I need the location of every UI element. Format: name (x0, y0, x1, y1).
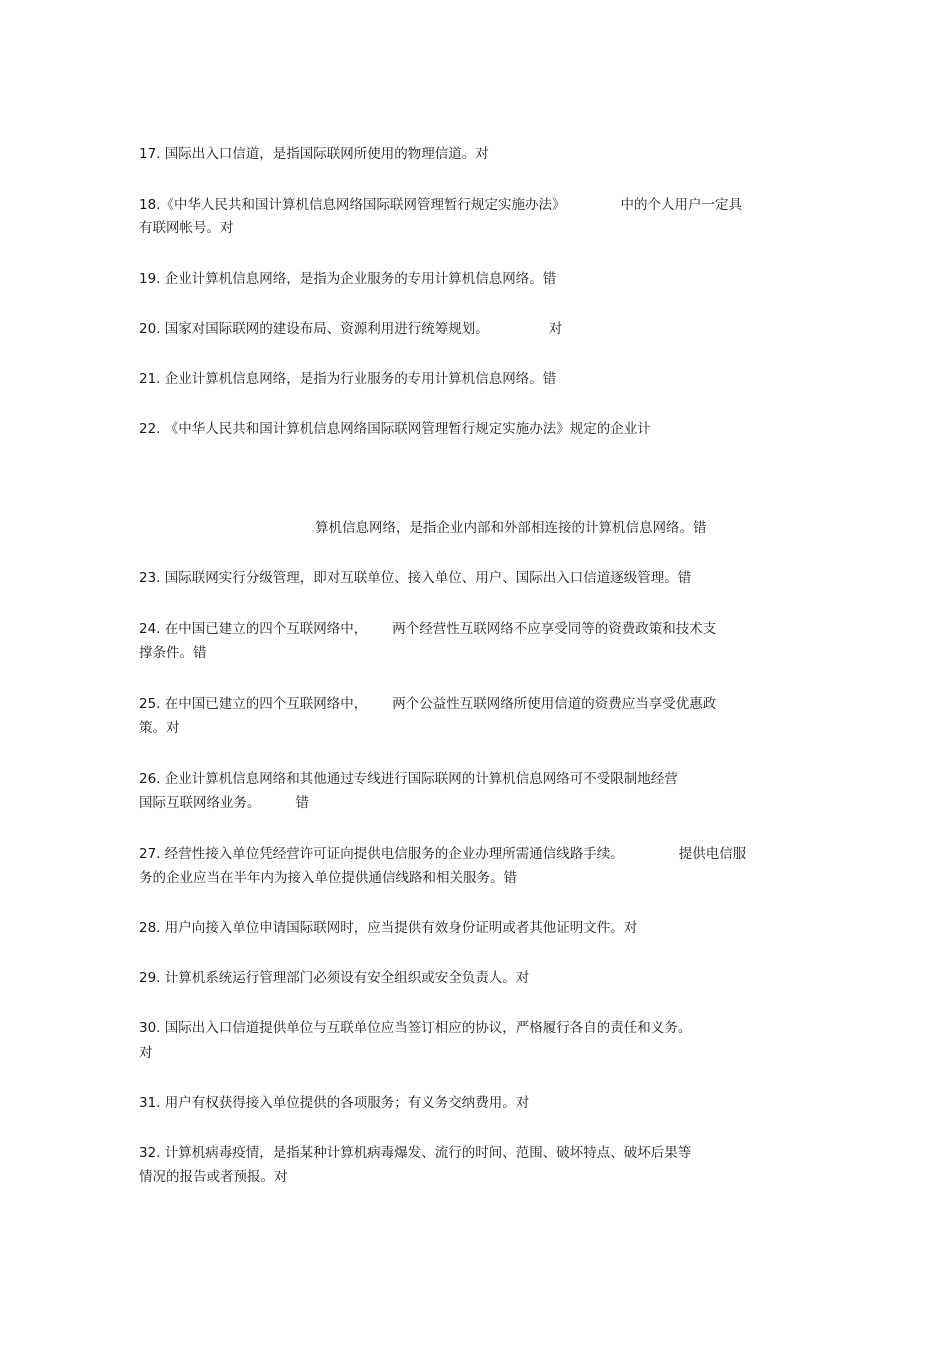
question-24-text-c: 撑条件。错 (139, 645, 207, 661)
question-18-text-a: 18.《中华人民共和国计算机信息网络国际联网管理暂行规定实施办法》 (139, 197, 566, 213)
question-29 (139, 969, 529, 987)
question-27 (139, 845, 746, 863)
question-30 (139, 1019, 691, 1037)
question-32-text-a: 32. 计算机病毒疫情，是指某种计算机病毒爆发、流行的时间、范围、破坏特点、破坏后果等 (139, 1145, 692, 1161)
question-23 (139, 569, 691, 587)
question-31 (139, 1094, 529, 1112)
question-32-continued (139, 1168, 288, 1186)
question-28-text: 28. 用户向接入单位申请国际联网时，应当提供有效身份证明或者其他证明文件。对 (139, 920, 638, 936)
question-25-continued (139, 719, 180, 737)
question-24-text-b: 两个经营性互联网络不应享受同等的资费政策和技术支 (392, 621, 717, 637)
question-21-text: 21. 企业计算机信息网络，是指为行业服务的专用计算机信息网络。错 (139, 371, 557, 387)
question-25-text-b: 两个公益性互联网络所使用信道的资费应当享受优惠政 (392, 696, 717, 712)
question-30-continued (139, 1044, 153, 1062)
question-30-answer: 对 (139, 1045, 153, 1061)
question-31-text: 31. 用户有权获得接入单位提供的各项服务；有义务交纳费用。对 (139, 1095, 530, 1111)
question-17 (139, 145, 489, 163)
question-26-text-a: 26. 企业计算机信息网络和其他通过专线进行国际联网的计算机信息网络可不受限制地经营 (139, 771, 678, 787)
question-18-text-c: 有联网帐号。对 (139, 220, 234, 236)
question-27-text-b: 提供电信服 (678, 846, 747, 862)
question-29-text: 29. 计算机系统运行管理部门必须设有安全组织或安全负责人。对 (139, 970, 530, 986)
question-32-text-b: 情况的报告或者预报。对 (139, 1169, 288, 1185)
question-28 (139, 919, 637, 937)
question-25 (139, 695, 716, 713)
question-18 (139, 196, 742, 214)
question-22-text-a: 22. 《中华人民共和国计算机信息网络国际联网管理暂行规定实施办法》规定的企业计 (139, 421, 651, 437)
question-26-continued (139, 794, 309, 812)
question-27-text-a: 27. 经营性接入单位凭经营许可证向提供电信服务的企业办理所需通信线路手续。 (139, 846, 624, 862)
question-24 (139, 620, 716, 638)
question-18-text-b: 中的个人用户一定具 (620, 197, 742, 213)
question-25-text-c: 策。对 (139, 720, 180, 736)
question-17-text: 17. 国际出入口信道，是指国际联网所使用的物理信道。对 (139, 146, 489, 162)
question-21 (139, 370, 556, 388)
question-27-continued (139, 869, 517, 887)
question-30-text: 30. 国际出入口信道提供单位与互联单位应当签订相应的协议，严格履行各自的责任和义务。 (139, 1020, 692, 1036)
question-27-text-c: 务的企业应当在半年内为接入单位提供通信线路和相关服务。错 (139, 870, 517, 886)
question-22-continued (315, 519, 707, 537)
question-20-answer: 对 (548, 321, 563, 337)
question-19 (139, 270, 556, 288)
question-32 (139, 1144, 691, 1162)
question-26-answer: 错 (295, 795, 309, 811)
question-19-text: 19. 企业计算机信息网络，是指为企业服务的专用计算机信息网络。错 (139, 271, 557, 287)
question-26-text-b: 国际互联网络业务。 (139, 795, 261, 811)
question-23-text: 23. 国际联网实行分级管理，即对互联单位、接入单位、用户、国际出入口信道逐级管理。错 (139, 570, 692, 586)
question-22-text-b: 算机信息网络，是指企业内部和外部相连接的计算机信息网络。错 (315, 520, 707, 536)
question-20-text-a: 20. 国家对国际联网的建设布局、资源利用进行统筹规划。 (139, 321, 489, 337)
question-18-continued (139, 219, 234, 237)
question-25-text-a: 25. 在中国已建立的四个互联网络中， (139, 696, 368, 712)
question-24-text-a: 24. 在中国已建立的四个互联网络中， (139, 621, 368, 637)
question-26 (139, 770, 678, 788)
question-20 (139, 320, 562, 338)
question-22 (139, 420, 651, 438)
question-24-continued (139, 644, 207, 662)
